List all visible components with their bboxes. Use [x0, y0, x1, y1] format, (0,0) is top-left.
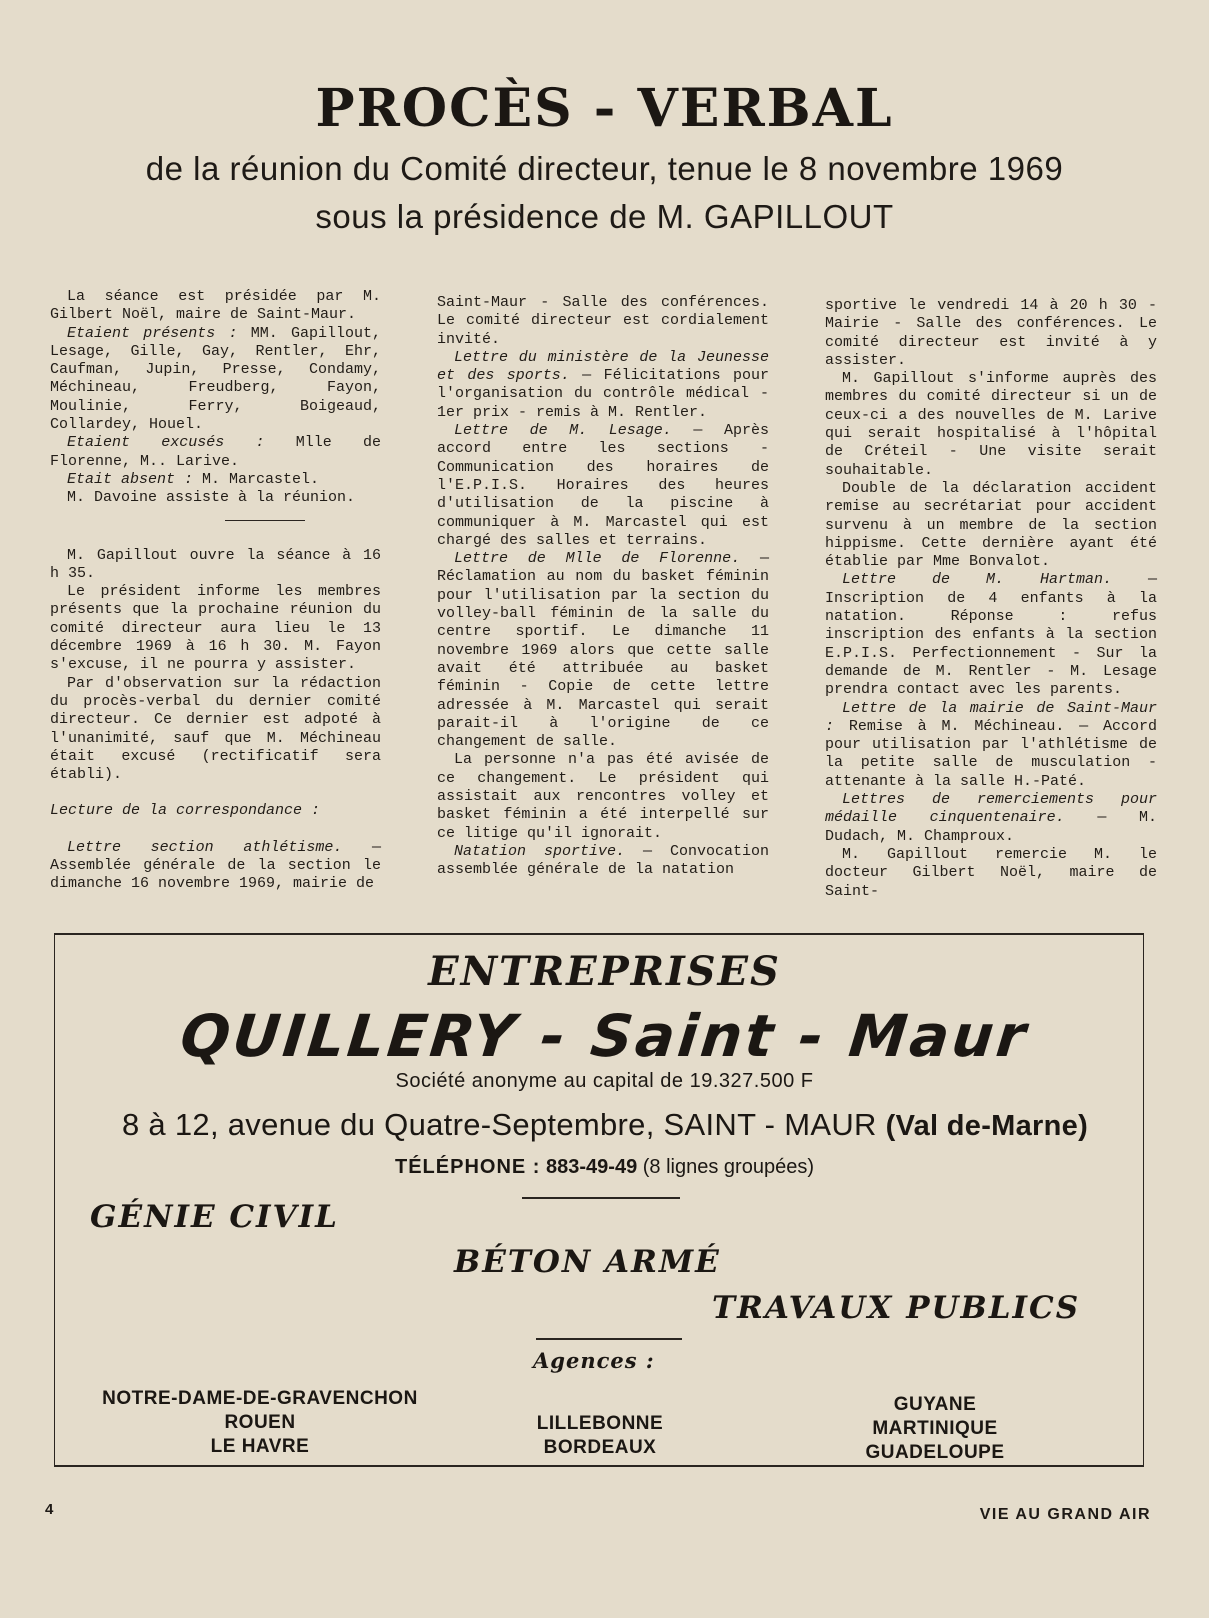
paragraph: M. Gapillout remercie M. le docteur Gilbert Noël, maire de Saint-: [825, 845, 1157, 900]
magazine-name: VIE AU GRAND AIR: [979, 1506, 1151, 1523]
ad-phone: TÉLÉPHONE : 883-49-49 (8 lignes groupées): [395, 1156, 814, 1178]
subtitle-meeting: de la réunion du Comité directeur, tenue le 8 novembre 1969: [145, 150, 1064, 187]
subtitle-presidency: sous la présidence de M. GAPILLOUT: [315, 198, 894, 235]
paragraph: Le président informe les membres présents que la prochaine réunion du comité directeur aura lieu le 13 décembre 1969 à 16 h 30. M. Fayon s'excuse, il ne pourra y assister.: [50, 583, 381, 674]
paragraph: La personne n'a pas été avisée de ce changement. Le président qui assistait aux rencontres volley et basket féminin a été interpellé sur ce litige qu'il ignorait.: [437, 751, 769, 842]
agence-item: GUADELOUPE: [865, 1442, 1005, 1463]
ad-agences-label: Agences :: [533, 1348, 655, 1373]
paragraph: Etait absent : M. Marcastel.: [67, 470, 320, 488]
paragraph: Lettres de remerciements pour médaille cinquentenaire. — M. Dudach, M. Champroux.: [825, 791, 1157, 845]
section-divider: [225, 520, 305, 521]
paragraph: Lettre section athlétisme. — Assemblée générale de la section le dimanche 16 novembre 1969, mairie de: [50, 838, 381, 893]
paragraph: sportive le vendredi 14 à 20 h 30 - Mairie - Salle des conférences. Le comité directeur est invité à y assister.: [825, 297, 1157, 369]
paragraph: Lettre du ministère de la Jeunesse et des sports. — Félicitations pour l'organisation du contrôle médical - 1er prix - remis à M. Rentler.: [437, 348, 769, 421]
agence-item: NOTRE-DAME-DE-GRAVENCHON: [102, 1388, 418, 1409]
paragraph: La séance est présidée par M. Gilbert Noël, maire de Saint-Maur.: [50, 288, 381, 324]
ad-service: TRAVAUX PUBLICS: [712, 1290, 1081, 1326]
paragraph: M. Gapillout ouvre la séance à 16 h 35.: [50, 546, 381, 582]
text-column-1: [50, 288, 381, 894]
agence-item: MARTINIQUE: [872, 1418, 998, 1439]
ad-service: BÉTON ARMÉ: [454, 1244, 721, 1280]
section-heading: Lecture de la correspondance :: [50, 802, 321, 820]
page-title: PROCÈS - VERBAL: [315, 78, 894, 139]
agence-item: LE HAVRE: [210, 1436, 310, 1457]
agence-item: LILLEBONNE: [536, 1413, 664, 1434]
text-column-2: [437, 294, 769, 880]
agence-item: ROUEN: [224, 1412, 296, 1433]
paragraph: Par d'observation sur la rédaction du procès-verbal du dernier comité directeur. Ce dernier est adpoté à l'unanimité, sauf que M. Méchineau était excusé (rectificatif sera établi).: [50, 674, 381, 784]
paragraph: Lettre de M. Hartman. — Inscription de 4 enfants à la natation. Réponse : refus inscription des enfants à la section E.P.I.S. Perfectionnement - Sur la demande de M. Rentler - M. Lesage prendra contact avec les parents.: [825, 571, 1157, 699]
paragraph: Natation sportive. — Convocation assemblée générale de la natation: [437, 842, 769, 879]
paragraph: Double de la déclaration accident remise au secrétariat pour accident survenu à un membre de la section hippisme. Cette dernière ayant été établie par Mme Bonvalot.: [825, 479, 1157, 571]
paragraph: M. Gapillout s'informe auprès des membres du comité directeur si un de ceux-ci a des nouvelles de M. Larive qui serait hospitalisé à l'hôpital de Créteil - Une visite serait souhaitable.: [825, 370, 1157, 479]
ad-service: GÉNIE CIVIL: [90, 1199, 339, 1235]
agence-list: [80, 1387, 440, 1459]
page-number: 4: [45, 1501, 54, 1518]
paragraph: Etaient excusés : Mlle de Florenne, M.. Larive.: [50, 434, 382, 470]
paragraph: M. Davoine assiste à la réunion.: [67, 489, 356, 507]
ad-capital: Société anonyme au capital de 19.327.500 F: [395, 1070, 814, 1092]
text-column-3: [825, 297, 1157, 901]
ad-divider: [522, 1197, 680, 1199]
agence-item: GUYANE: [893, 1394, 977, 1415]
paragraph: Lettre de M. Lesage. — Après accord entre les sections - Communication des horaires de l'E.P.I.S. Horaires des heures d'utilisation de la piscine à communiquer à M. Marcastel qui est chargé des salles et terrains.: [437, 422, 770, 549]
ad-divider: [536, 1338, 682, 1340]
paragraph: Etaient présents : MM. Gapillout, Lesage, Gille, Gay, Rentler, Ehr, Caufman, Jupin, Presse, Condamy, Méchineau, Freudberg, Fayon, Moulinie, Ferry, Boigeaud, Collardey, Houel.: [50, 324, 381, 434]
paragraph: Lettre de la mairie de Saint-Maur : Remise à M. Méchineau. — Accord pour utilisation par l'athlétisme de la petite salle de musculation - attenante à la salle H.-Paté.: [825, 699, 1157, 790]
ad-address: 8 à 12, avenue du Quatre-Septembre, SAINT - MAUR (Val de-Marne): [121, 1107, 1089, 1142]
ad-company-name: QUILLERY - Saint - Maur: [177, 1002, 1032, 1070]
paragraph: Lettre de Mlle de Florenne. — Réclamation au nom du basket féminin pour l'utilisation par la section du volley-ball féminin de la salle du centre sportif. Le dimanche 11 novembre 1969 alors que cette salle avait été attribuée au basket féminin - Copie de cette lettre adressée à M. Marcastel qui serait parait-il à l'origine de ce changement de salle.: [437, 550, 769, 751]
agence-list: [845, 1393, 1025, 1465]
ad-heading: ENTREPRISES: [428, 948, 781, 995]
agence-list: [510, 1412, 690, 1460]
paragraph: Saint-Maur - Salle des conférences. Le comité directeur est cordialement invité.: [437, 294, 769, 348]
agence-item: BORDEAUX: [543, 1437, 657, 1458]
